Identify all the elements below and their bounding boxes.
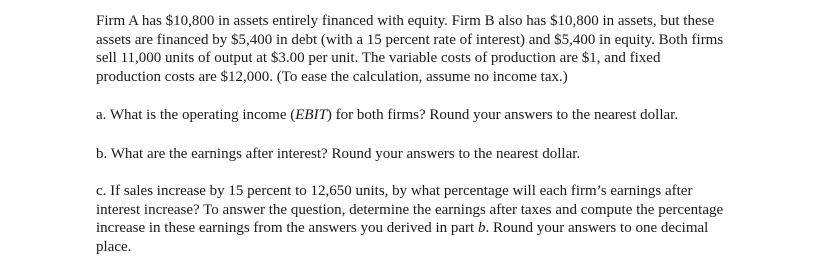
question-a-line <box>96 106 786 125</box>
intro-line-1: Firm A has $10,800 in assets entirely financed with equity. Firm B also has $10,800 in assets, but these <box>96 13 715 29</box>
question-c-line-3-start: increase in these earnings from the answers you derived in part <box>96 220 478 236</box>
question-c-line-3 <box>96 219 786 238</box>
intro-line-2: assets are financed by $5,400 in debt (with a 15 percent rate of interest) and $5,400 in equity. Both firms <box>96 31 724 48</box>
intro-line-3: sell 11,000 units of output at $3.00 per unit. The variable costs of production are $1, and fixed <box>96 50 661 66</box>
question-b-line: b. What are the earnings after interest? Round your answers to the nearest dollar. <box>96 146 581 162</box>
question-a-text-end: ) for both firms? Round your answers to the nearest dollar. <box>326 107 679 123</box>
question-c-line-3-end: . Round your answers to one decimal <box>485 220 709 236</box>
question-c-line-2: interest increase? To answer the question, determine the earnings after taxes and compute the percentage <box>96 201 724 218</box>
question-c-line-4: place. <box>96 238 132 255</box>
question-c-italic-part: b <box>477 220 486 236</box>
question-c <box>96 182 786 256</box>
question-c-line-1: c. If sales increase by 15 percent to 12,650 units, by what percentage will each firm’s earnings after <box>96 183 693 199</box>
question-a-text-start: a. What is the operating income ( <box>96 107 296 123</box>
question-a <box>96 106 786 125</box>
intro-line-4: production costs are $12,000. (To ease the calculation, assume no income tax.) <box>96 68 568 85</box>
problem-intro-paragraph <box>96 12 786 86</box>
question-a-italic-term: EBIT <box>295 107 327 123</box>
question-b <box>96 145 786 164</box>
